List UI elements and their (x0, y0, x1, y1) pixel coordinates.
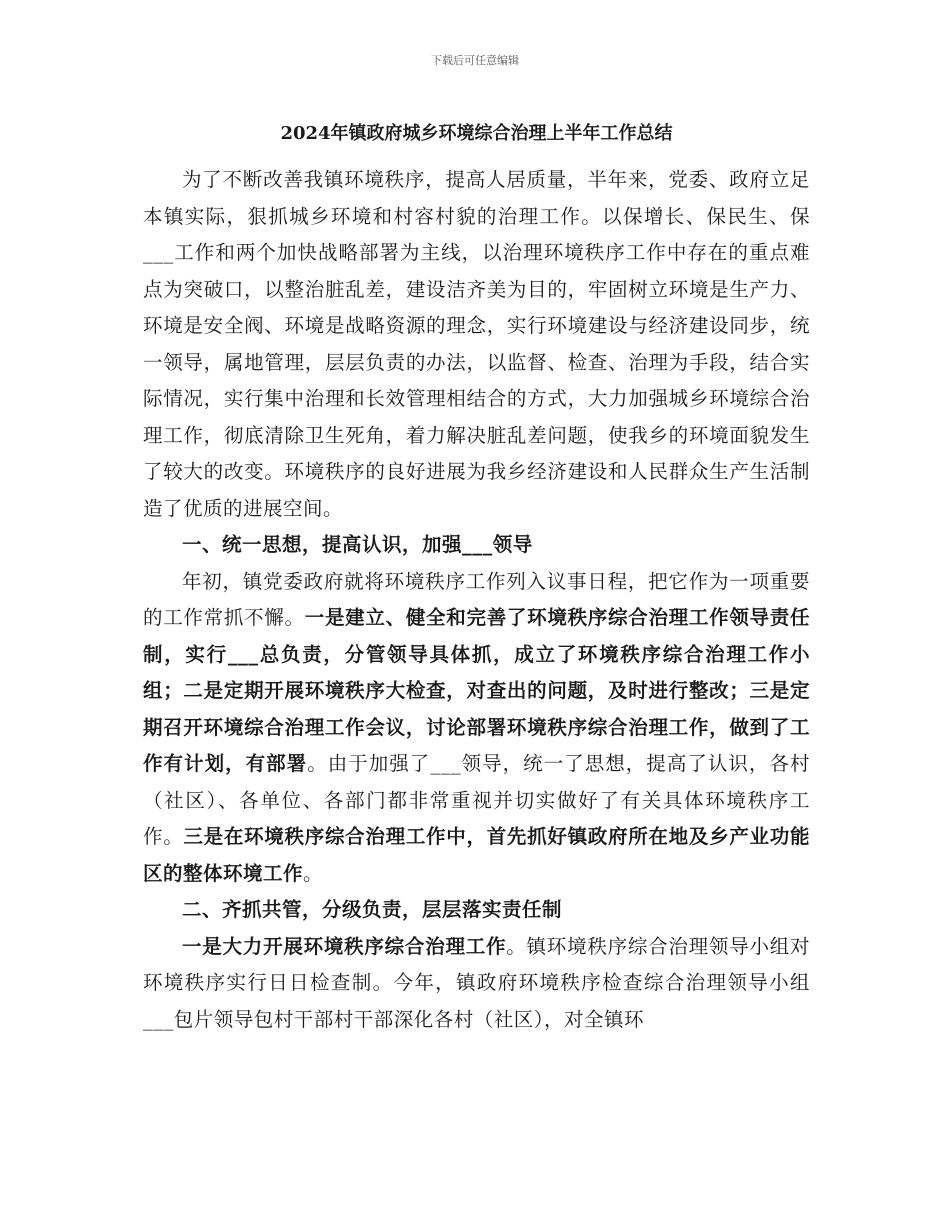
section-1-heading: 一、统一思想，提高认识，加强___领导 (182, 533, 533, 556)
section-2-text-a: 。镇环境秩序综合治理领导小组对环境秩序实行日日检查制。今年，镇政府环境秩序检查综合治理领导小组___包片领导包村干部村干部深化各村（社区），对全镇环 (143, 934, 810, 1031)
section-2-bold-a: 一是大力开展环境秩序综合治理工作 (182, 934, 507, 958)
section-1-text-b: 。由于加强了___领导，统一了思想，提高了认识，各村（社区）、各单位、各部门都非常重视并切实做好了有关具体环境秩序工作。 (143, 752, 810, 848)
section-2-heading: 二、齐抓共管，分级负责，层层落实责任制 (182, 898, 563, 921)
document-title: 2024年镇政府城乡环境综合治理上半年工作总结 (280, 123, 673, 144)
section-1-paragraph (143, 564, 810, 893)
section-1-bold-b: 三是在环境秩序综合治理工作中，首先抓好镇政府所在地及乡产业功能区的整体环境工作 (143, 825, 810, 885)
document-body (143, 116, 810, 1038)
page-header-note: 下载后可任意编辑 (431, 54, 519, 67)
section-1-text-c: 。 (303, 861, 324, 885)
section-1-bold-a: 一是建立、健全和完善了环境秩序综合治理工作领导责任制，实行___总负责，分管领导具体抓，成立了环境秩序综合治理工作小组；二是定期开展环境秩序大检查，对查出的问题，及时进行整改；三是定期召开环境综合治理工作会议，讨论部署环境秩序综合治理工作，做到了工作有计划，有部署 (143, 606, 810, 775)
section-1-text-a: 年初，镇党委政府就将环境秩序工作列入议事日程，把它作为一项重要的工作常抓不懈。 (143, 569, 810, 629)
intro-paragraph: 为了不断改善我镇环境秩序，提高人居质量，半年来，党委、政府立足本镇实际，狠抓城乡环境和村容村貌的治理工作。以保增长、保民生、保___工作和两个加快战略部署为主线，以治理环境秩序工作中存在的重点难点为突破口，以整治脏乱差，建设洁齐美为目的，牢固树立环境是生产力、环境是安全阀、环境是战略资源的理念，实行环境建设与经济建设同步，统一领导，属地管理，层层负责的办法，以监督、检查、治理为手段，结合实际情况，实行集中治理和长效管理相结合的方式，大力加强城乡环境综合治理工作，彻底清除卫生死角，着力解决脏乱差问题，使我乡的环境面貌发生了较大的改变。环境秩序的良好进展为我乡经济建设和人民群众生产生活制造了优质的进展空间。 (143, 168, 810, 520)
section-2-paragraph (143, 929, 810, 1039)
